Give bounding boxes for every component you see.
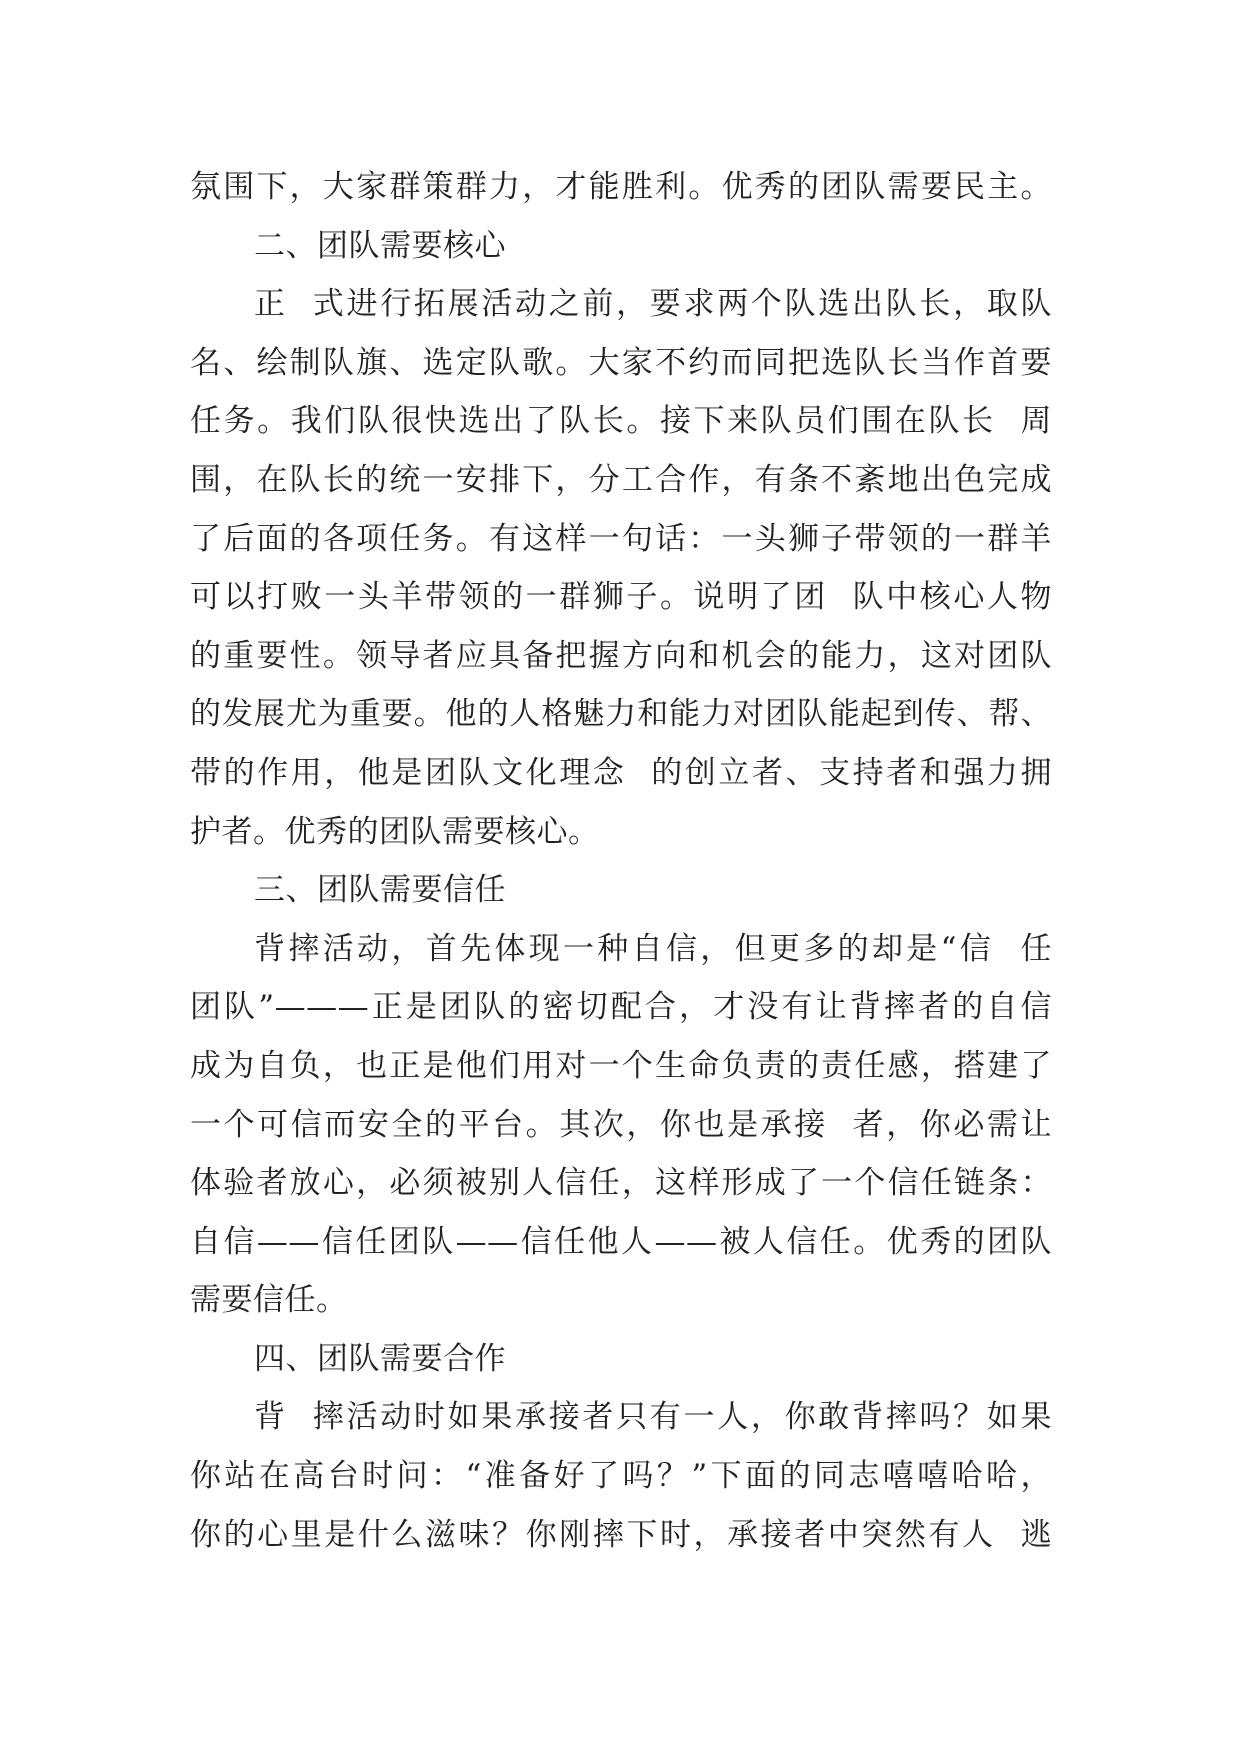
paragraph-line: 你站在高台时问：“准备好了吗？”下面的同志嘻嘻哈哈，	[190, 1458, 1052, 1495]
paragraph-line: 氛围下，大家群策群力，才能胜利。优秀的团队需要民主。	[190, 169, 1052, 205]
paragraph-line: 带的作用，他是团队文化理念 的创立者、支持者和强力拥	[190, 754, 1052, 791]
paragraph-line: 团队”———正是团队的密切配合，才没有让背摔者的自信	[190, 989, 1052, 1026]
paragraph-line: 围，在队长的统一安排下，分工合作，有条不紊地出色完成	[190, 461, 1052, 498]
body-text	[190, 158, 1070, 1564]
section-heading: 四、团队需要合作	[254, 1340, 506, 1377]
paragraph-line: 成为自负，也正是他们用对一个生命负责的责任感，搭建了	[190, 1047, 1052, 1084]
paragraph-line: 了后面的各项任务。有这样一句话：一头狮子带领的一群羊	[190, 520, 1052, 557]
paragraph-line: 的发展尤为重要。他的人格魅力和能力对团队能起到传、帮、	[190, 696, 1052, 733]
paragraph-line: 可以打败一头羊带领的一群狮子。说明了团 队中核心人物	[190, 579, 1052, 616]
paragraph-line: 正 式进行拓展活动之前，要求两个队选出队长，取队	[254, 286, 1052, 323]
paragraph-line: 背 摔活动时如果承接者只有一人，你敢背摔吗？如果	[254, 1399, 1052, 1436]
paragraph-line: 体验者放心，必须被别人信任，这样形成了一个信任链条：	[190, 1165, 1052, 1202]
section-heading: 二、团队需要核心	[254, 227, 506, 264]
paragraph-line: 任务。我们队很快选出了队长。接下来队员们围在队长 周	[190, 403, 1052, 440]
paragraph-line: 一个可信而安全的平台。其次，你也是承接 者，你必需让	[190, 1106, 1052, 1143]
paragraph-line: 需要信任。	[190, 1282, 348, 1319]
paragraph-line: 护者。优秀的团队需要核心。	[190, 813, 600, 850]
section-heading: 三、团队需要信任	[254, 872, 506, 909]
paragraph-line: 背摔活动，首先体现一种自信，但更多的却是“信 任	[254, 930, 1052, 967]
paragraph-line: 名、绘制队旗、选定队歌。大家不约而同把选队长当作首要	[190, 344, 1052, 381]
paragraph-line: 自信——信任团队——信任他人——被人信任。优秀的团队	[190, 1223, 1052, 1260]
paragraph-line: 的重要性。领导者应具备把握方向和机会的能力，这对团队	[190, 637, 1052, 674]
paragraph-line: 你的心里是什么滋味？你刚摔下时，承接者中突然有人 逃	[190, 1516, 1052, 1553]
